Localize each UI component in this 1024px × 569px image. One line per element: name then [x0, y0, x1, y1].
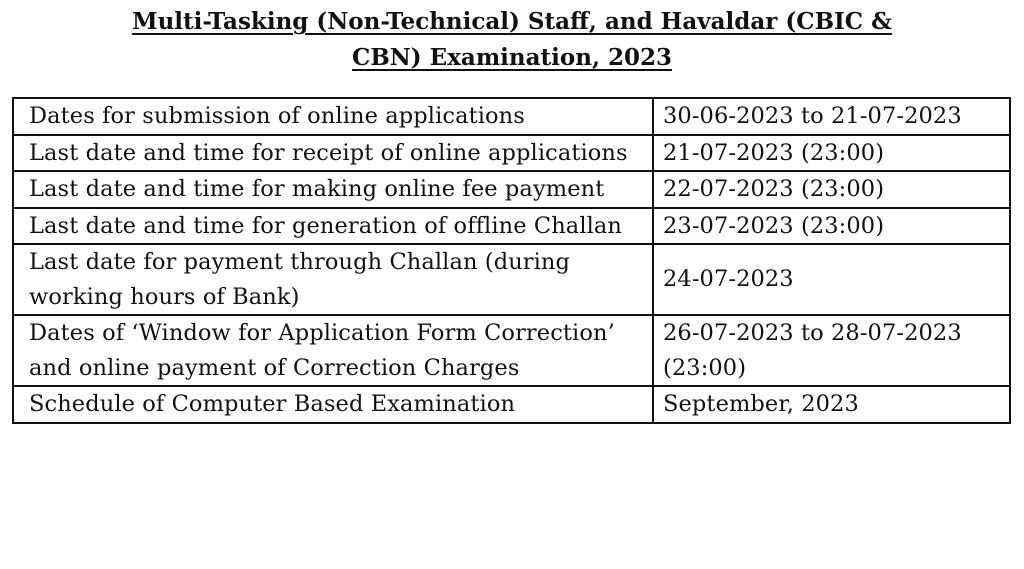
table-row	[13, 386, 1010, 423]
event-cell: Schedule of Computer Based Examination	[13, 386, 653, 423]
table-row	[13, 171, 1010, 208]
event-cell: Dates for submission of online applications	[13, 98, 653, 135]
table-row	[13, 208, 1010, 245]
date-cell: September, 2023	[653, 386, 1010, 423]
event-cell: Last date and time for receipt of online applications	[13, 135, 653, 172]
date-cell: 26-07-2023 to 28-07-2023 (23:00)	[653, 315, 1010, 386]
title-line-2: CBN) Examination, 2023	[352, 44, 672, 71]
event-cell: Last date and time for making online fee payment	[13, 171, 653, 208]
document-title	[0, 4, 1024, 76]
table-row	[13, 135, 1010, 172]
table-row	[13, 315, 1010, 386]
date-cell: 22-07-2023 (23:00)	[653, 171, 1010, 208]
table-row	[13, 98, 1010, 135]
event-cell: Last date and time for generation of offline Challan	[13, 208, 653, 245]
event-cell: Dates of ‘Window for Application Form Correction’ and online payment of Correction Charges	[13, 315, 653, 386]
date-cell: 21-07-2023 (23:00)	[653, 135, 1010, 172]
event-cell: Last date for payment through Challan (during working hours of Bank)	[13, 244, 653, 315]
exam-schedule-table	[12, 97, 1011, 424]
date-cell: 24-07-2023	[653, 244, 1010, 315]
date-cell: 23-07-2023 (23:00)	[653, 208, 1010, 245]
date-cell: 30-06-2023 to 21-07-2023	[653, 98, 1010, 135]
title-line-1: Multi-Tasking (Non-Technical) Staff, and Havaldar (CBIC &	[132, 8, 892, 35]
table-row	[13, 244, 1010, 315]
